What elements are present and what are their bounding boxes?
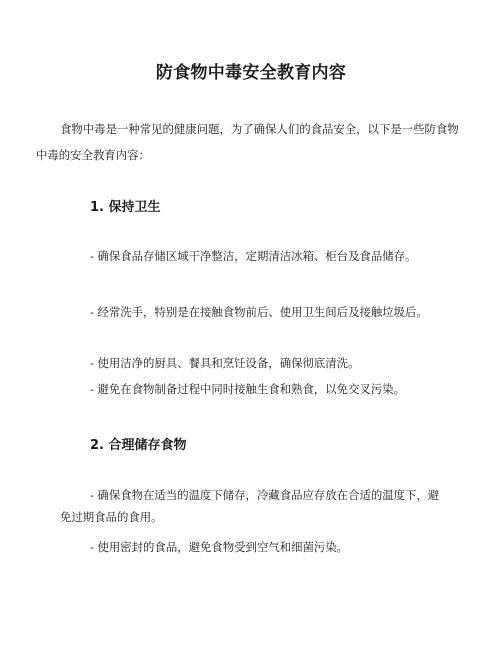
list-item: - 使用密封的食品，避免食物受到空气和细菌污染。 (90, 540, 349, 554)
section-heading-storage: 2. 合理储存食物 (90, 438, 187, 453)
intro-paragraph: 食物中毒是一种常见的健康问题，为了确保人们的食品安全，以下是一些防食物中毒的安全教育内容： (36, 122, 459, 162)
document-title: 防食物中毒安全教育内容 (155, 63, 347, 83)
section-heading-hygiene: 1. 保持卫生 (90, 200, 161, 215)
list-item: - 使用洁净的厨具、餐具和烹饪设备，确保彻底清洗。 (90, 356, 360, 370)
list-item: - 确保食物在适当的温度下储存，冷藏食品应存放在合适的温度下，避免过期食品的食用。 (60, 488, 440, 524)
list-item: - 确保食品存储区域干净整洁，定期清洁冰箱、柜台及食品储存。 (90, 249, 417, 263)
list-item: - 避免在食物制备过程中同时接触生食和熟食，以免交叉污染。 (90, 382, 406, 396)
list-item: - 经常洗手，特别是在接触食物前后、使用卫生间后及接触垃圾后。 (90, 305, 428, 319)
